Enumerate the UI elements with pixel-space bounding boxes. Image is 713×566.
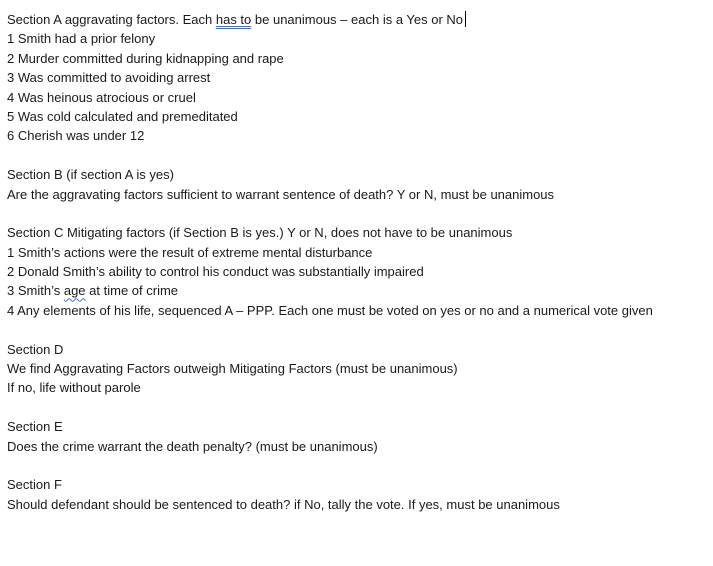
section-a-item: 5 Was cold calculated and premeditated	[7, 108, 238, 124]
section-a-heading	[7, 10, 707, 29]
grammar-flagged-word[interactable]: age	[63, 283, 86, 299]
section-a-item: 6 Cherish was under 12	[7, 128, 145, 144]
section-e-heading: Section E	[7, 419, 63, 435]
section-c-item	[7, 281, 707, 300]
section-e-text: Does the crime warrant the death penalty? (must be unanimous)	[7, 438, 378, 454]
blank-line	[7, 456, 707, 475]
section-d-heading: Section D	[7, 341, 64, 357]
blank-line	[7, 320, 707, 339]
section-d-note: If no, life without parole	[7, 380, 141, 396]
section-f-text: Should defendant should be sentenced to death? if No, tally the vote. If yes, must be unanimous	[7, 496, 560, 512]
blank-line	[7, 204, 707, 223]
document-body[interactable]	[7, 10, 707, 514]
section-b-text: Are the aggravating factors sufficient to warrant sentence of death? Y or N, must be unanimous	[7, 186, 555, 202]
section-d-text: We find Aggravating Factors outweigh Mitigating Factors (must be unanimous)	[7, 361, 458, 377]
section-c-item: 4 Any elements of his life, sequenced A – PPP. Each one must be voted on yes or no and a numerical vote given	[7, 302, 653, 318]
section-b-heading: Section B (if section A is yes)	[7, 167, 174, 183]
section-f-heading: Section F	[7, 477, 62, 493]
section-c-item: 1 Smith’s actions were the result of extreme mental disturbance	[7, 244, 373, 260]
section-a-heading-tail: be unanimous – each is a Yes or No	[251, 12, 464, 27]
text-cursor	[465, 11, 466, 27]
blank-line	[7, 146, 707, 165]
section-a-item: 4 Was heinous atrocious or cruel	[7, 89, 196, 105]
section-c-item-text: 3 Smith’s	[7, 283, 64, 299]
section-a-heading-text: Section A aggravating factors. Each	[7, 12, 216, 27]
section-a-item: 2 Murder committed during kidnapping and rape	[7, 50, 284, 66]
section-c-item: 2 Donald Smith’s ability to control his conduct was substantially impaired	[7, 264, 424, 280]
section-a-item: 1 Smith had a prior felony	[7, 31, 156, 47]
grammar-flagged-phrase[interactable]: has to	[215, 12, 252, 27]
section-c-item-tail: at time of crime	[85, 283, 179, 299]
section-c-heading: Section C Mitigating factors (if Section B is yes.) Y or N, does not have to be unanimous	[7, 225, 513, 241]
blank-line	[7, 398, 707, 417]
section-a-item: 3 Was committed to avoiding arrest	[7, 70, 211, 86]
